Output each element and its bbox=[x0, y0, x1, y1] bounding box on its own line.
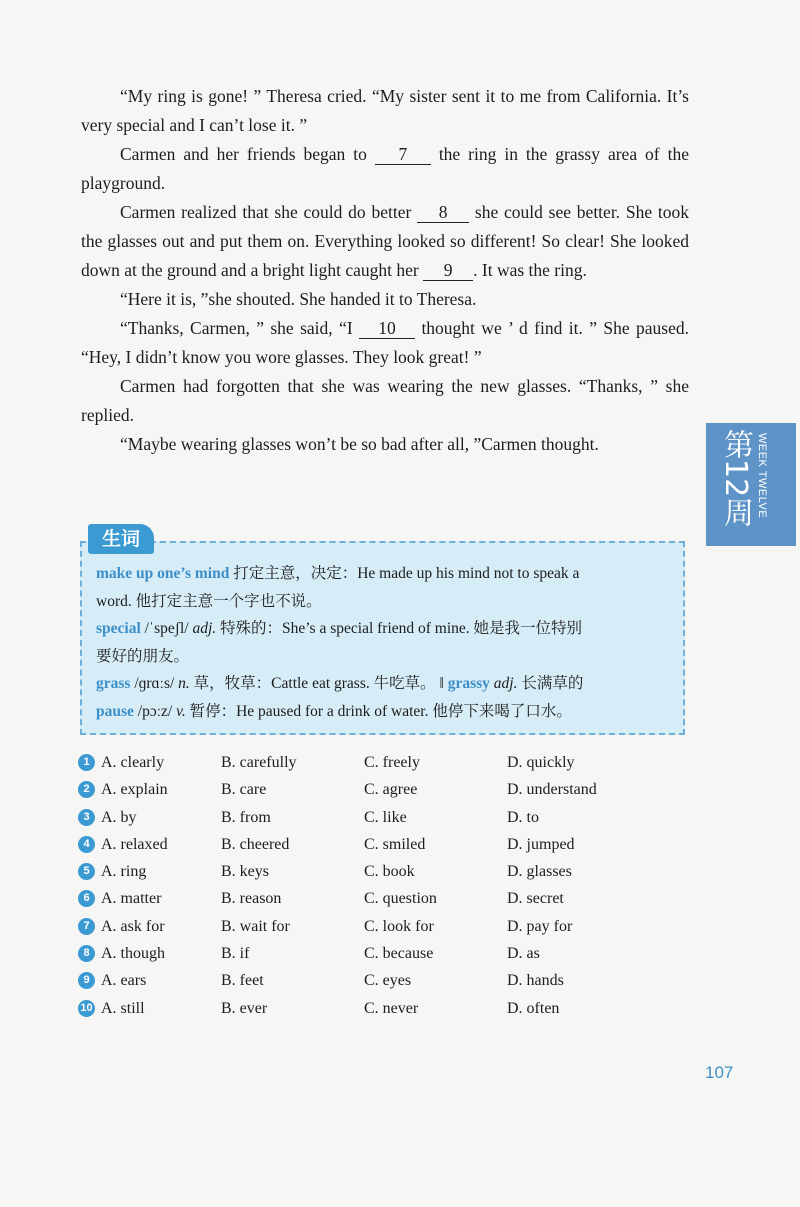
story-paragraph bbox=[81, 198, 689, 285]
paragraph-text: she could see better. She took the glasses out and put them on. Everything looked so different! So clear! She looked down at the ground and a bright light caught her bbox=[81, 202, 689, 280]
vocab-part-of-speech: adj. bbox=[192, 620, 217, 637]
option-c[interactable]: C. agree bbox=[364, 781, 418, 799]
option-a[interactable]: A. relaxed bbox=[101, 835, 168, 853]
vocab-part-of-speech: adj. bbox=[493, 675, 518, 692]
vocab-definition: 草，牧草：Cattle eat grass. 牛吃草。 ‖ bbox=[189, 675, 448, 692]
vocab-entry-continued: 要好的朋友。 bbox=[96, 647, 190, 665]
choice-row bbox=[78, 752, 698, 779]
question-number-badge: 4 bbox=[78, 836, 95, 853]
story-text bbox=[81, 82, 689, 459]
option-b[interactable]: B. care bbox=[221, 781, 267, 799]
vocab-definition: 特殊的：She’s a special friend of mine. 她是我一位特别 bbox=[216, 620, 583, 637]
question-number-badge: 1 bbox=[78, 754, 95, 771]
vocab-term: grass bbox=[96, 675, 131, 692]
option-a[interactable]: A. matter bbox=[101, 890, 162, 908]
option-d[interactable]: D. quickly bbox=[507, 754, 575, 771]
option-b[interactable]: B. from bbox=[221, 808, 271, 826]
vocab-definition: 长满草的 bbox=[517, 675, 584, 692]
option-b[interactable]: B. cheered bbox=[221, 835, 290, 853]
option-c[interactable]: C. freely bbox=[364, 754, 420, 771]
option-a[interactable]: A. ring bbox=[101, 863, 147, 881]
option-a[interactable]: A. explain bbox=[101, 781, 168, 799]
vocab-term: pause bbox=[96, 702, 134, 720]
paragraph-text: “Here it is, ”she shouted. She handed it to Theresa. bbox=[120, 289, 477, 309]
option-b[interactable]: B. ever bbox=[221, 999, 268, 1017]
paragraph-text: the ring in the grassy area of the playground. bbox=[81, 144, 689, 193]
vocab-phonetic: /ɡrɑːs/ bbox=[130, 675, 179, 692]
option-d[interactable]: D. hands bbox=[507, 972, 564, 990]
vocab-entry-continued: word. 他打定主意一个字也不说。 bbox=[96, 592, 322, 610]
paragraph-text: Carmen realized that she could do better bbox=[120, 202, 418, 222]
choice-row bbox=[78, 916, 698, 943]
question-number-badge: 3 bbox=[78, 809, 95, 826]
option-b[interactable]: B. keys bbox=[221, 863, 269, 881]
answer-blank-8[interactable]: 8 bbox=[417, 202, 469, 223]
option-c[interactable]: C. never bbox=[364, 999, 419, 1017]
vocab-part-of-speech: v. bbox=[176, 702, 186, 720]
option-c[interactable]: C. because bbox=[364, 945, 434, 963]
question-number-badge: 5 bbox=[78, 863, 95, 880]
answer-blank-7[interactable]: 7 bbox=[375, 144, 431, 165]
question-number-badge: 9 bbox=[78, 972, 95, 989]
option-d[interactable]: D. understand bbox=[507, 781, 597, 799]
option-a[interactable]: A. clearly bbox=[101, 754, 165, 771]
choice-row bbox=[78, 834, 698, 861]
vocab-term: grassy bbox=[447, 675, 490, 692]
week-side-tab bbox=[706, 423, 796, 546]
vocab-definition: 暂停：He paused for a drink of water. 他停下来喝了口水。 bbox=[185, 702, 572, 720]
story-paragraph bbox=[81, 82, 689, 140]
option-d[interactable]: D. as bbox=[507, 945, 540, 963]
vocab-entry bbox=[96, 698, 676, 726]
option-b[interactable]: B. carefully bbox=[221, 754, 297, 771]
paragraph-text: “My ring is gone! ” Theresa cried. “My sister sent it to me from California. It’s very special and I can’t lose it. ” bbox=[81, 86, 689, 135]
multiple-choice-options bbox=[78, 752, 698, 1025]
paragraph-text: “Thanks, Carmen, ” she said, “I bbox=[120, 318, 360, 338]
choice-row bbox=[78, 943, 698, 970]
option-b[interactable]: B. if bbox=[221, 945, 250, 963]
option-d[interactable]: D. to bbox=[507, 808, 539, 826]
option-d[interactable]: D. jumped bbox=[507, 835, 575, 853]
option-c[interactable]: C. like bbox=[364, 808, 407, 826]
option-a[interactable]: A. though bbox=[101, 945, 165, 963]
option-c[interactable]: C. question bbox=[364, 890, 437, 908]
story-paragraph bbox=[81, 140, 689, 198]
option-b[interactable]: B. reason bbox=[221, 890, 282, 908]
story-paragraph bbox=[81, 430, 689, 459]
choice-row bbox=[78, 779, 698, 806]
vocab-entry bbox=[96, 560, 676, 588]
vocabulary-label: 生词 bbox=[88, 524, 154, 554]
option-b[interactable]: B. wait for bbox=[221, 917, 290, 935]
paragraph-text: Carmen and her friends began to bbox=[120, 144, 375, 164]
story-paragraph bbox=[81, 285, 689, 314]
question-number-badge: 2 bbox=[78, 781, 95, 798]
choice-row bbox=[78, 861, 698, 888]
answer-blank-9[interactable]: 9 bbox=[423, 260, 473, 281]
question-number-badge: 7 bbox=[78, 918, 95, 935]
story-paragraph bbox=[81, 314, 689, 372]
question-number-badge: 8 bbox=[78, 945, 95, 962]
option-d[interactable]: D. secret bbox=[507, 890, 564, 908]
paragraph-text: “Maybe wearing glasses won’t be so bad after all, ”Carmen thought. bbox=[120, 434, 599, 454]
story-paragraph bbox=[81, 372, 689, 430]
vocab-entry bbox=[96, 615, 676, 643]
option-d[interactable]: D. glasses bbox=[507, 863, 572, 881]
paragraph-text: thought we ’ d find it. ” She paused. “Hey, I didn’t know you wore glasses. They look great! ” bbox=[81, 318, 690, 367]
vocab-part-of-speech: n. bbox=[178, 675, 190, 692]
question-number-badge: 10 bbox=[78, 1000, 95, 1017]
paragraph-text: Carmen had forgotten that she was wearing the new glasses. “Thanks, ” she replied. bbox=[81, 376, 689, 425]
vocab-term: make up one’s mind bbox=[96, 565, 230, 582]
vocab-entry bbox=[96, 670, 676, 698]
page-number: 107 bbox=[705, 1063, 734, 1082]
option-a[interactable]: A. ears bbox=[101, 972, 147, 990]
option-a[interactable]: A. by bbox=[101, 808, 137, 826]
week-chinese-label: 第12周 bbox=[718, 429, 753, 528]
option-d[interactable]: D. pay for bbox=[507, 917, 573, 935]
choice-row bbox=[78, 998, 698, 1025]
option-b[interactable]: B. feet bbox=[221, 972, 264, 990]
option-c[interactable]: C. look for bbox=[364, 917, 434, 935]
week-english-label: WEEK TWELVE bbox=[756, 433, 768, 519]
option-d[interactable]: D. often bbox=[507, 999, 560, 1017]
choice-row bbox=[78, 888, 698, 915]
vocab-definition: 打定主意，决定：He made up his mind not to speak a bbox=[229, 565, 580, 582]
option-a[interactable]: A. still bbox=[101, 999, 145, 1017]
answer-blank-10[interactable]: 10 bbox=[359, 318, 415, 339]
paragraph-text: . It was the ring. bbox=[473, 260, 587, 280]
option-c[interactable]: C. smiled bbox=[364, 835, 426, 853]
choice-row bbox=[78, 807, 698, 834]
choice-row bbox=[78, 970, 698, 997]
option-c[interactable]: C. book bbox=[364, 863, 415, 881]
vocabulary-entries bbox=[96, 560, 676, 725]
option-c[interactable]: C. eyes bbox=[364, 972, 412, 990]
option-a[interactable]: A. ask for bbox=[101, 917, 165, 935]
vocab-phonetic: /pɔːz/ bbox=[133, 702, 177, 720]
vocab-term: special bbox=[96, 620, 141, 637]
vocab-phonetic: /ˈspeʃl/ bbox=[140, 620, 193, 637]
question-number-badge: 6 bbox=[78, 890, 95, 907]
